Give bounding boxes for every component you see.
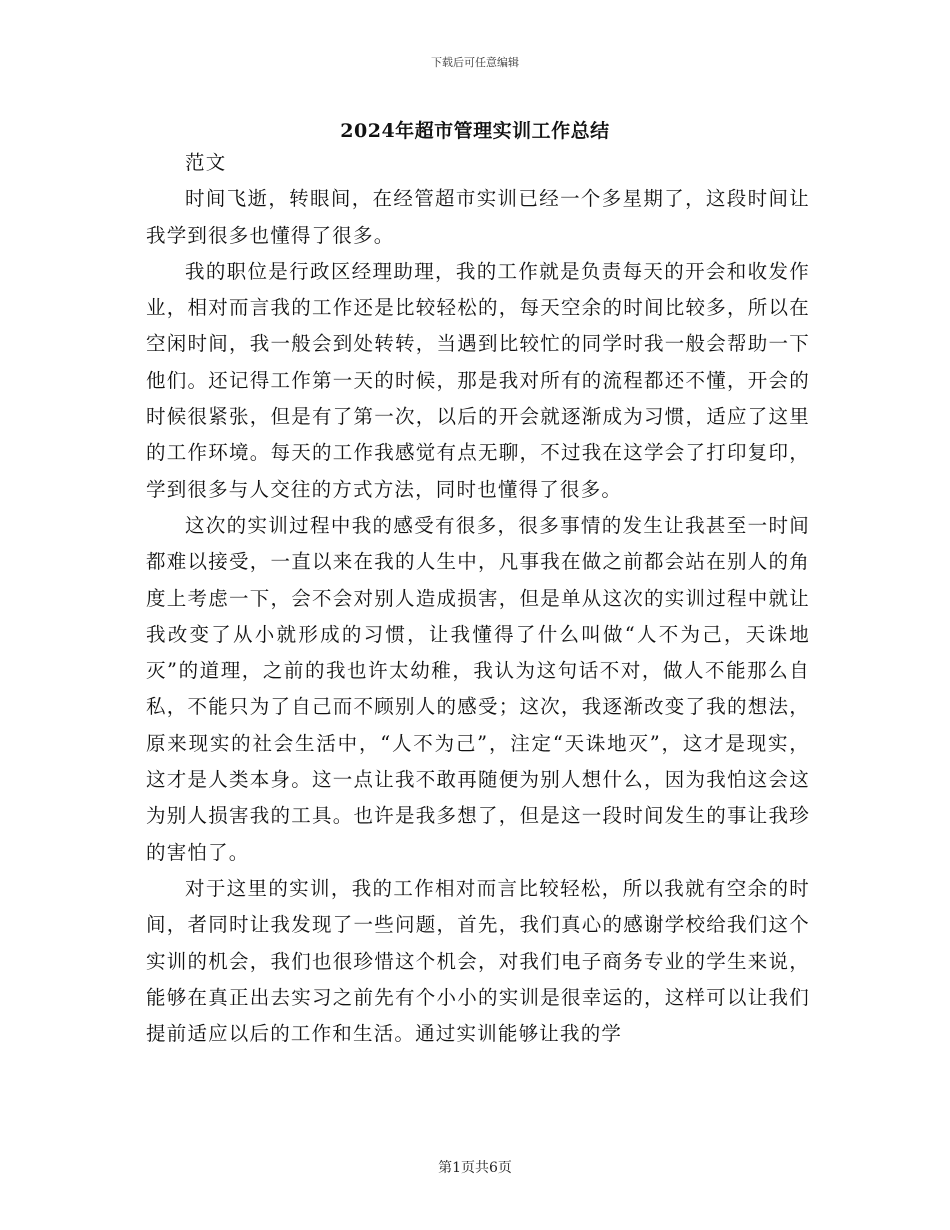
paragraph: 对于这里的实训，我的工作相对而言比较轻松，所以我就有空余的时间，者同时让我发现了一些问题，首先，我们真心的感谢学校给我们这个实训的机会，我们也很珍惜这个机会，对我们电子商务专业的学生来说，能够在真正出去实习之前先有个小小的实训是很幸运的，这样可以让我们提前适应以后的工作和生活。通过实训能够让我的学 xyxy=(146,876,810,1046)
paragraph-label: 范文 xyxy=(185,151,227,174)
header-note: 下载后可任意编辑 xyxy=(431,56,519,69)
document-title: 2024年超市管理实训工作总结 xyxy=(340,120,610,142)
page-footer: 第1页共6页 xyxy=(438,1160,512,1176)
paragraph: 这次的实训过程中我的感受有很多，很多事情的发生让我甚至一时间都难以接受，一直以来在我的人生中，凡事我在做之前都会站在别人的角度上考虑一下，会不会对别人造成损害，但是单从这次的实训过程中就让我改变了从小就形成的习惯，让我懂得了什么叫做“人不为己，天诛地灭”的道理，之前的我也许太幼稚，我认为这句话不对，做人不能那么自私，不能只为了自己而不顾别人的感受；这次，我逐渐改变了我的想法，原来现实的社会生活中，“人不为己”，注定“天诛地灭”，这才是现实，这才是人类本身。这一点让我不敢再随便为别人想什么，因为我怕这会这为别人损害我的工具。也许是我多想了，但是这一段时间发生的事让我珍的害怕了。 xyxy=(146,513,810,864)
body-text xyxy=(146,145,810,1052)
paragraph: 我的职位是行政区经理助理，我的工作就是负责每天的开会和收发作业，相对而言我的工作还是比较轻松的，每天空余的时间比较多，所以在空闲时间，我一般会到处转转，当遇到比较忙的同学时我一般会帮助一下他们。还记得工作第一天的时候，那是我对所有的流程都还不懂，开会的时候很紧张，但是有了第一次，以后的开会就逐渐成为习惯，适应了这里的工作环境。每天的工作我感觉有点无聊，不过我在这学会了打印复印，学到很多与人交往的方式方法，同时也懂得了很多。 xyxy=(146,259,810,501)
paragraph: 时间飞逝，转眼间，在经管超市实训已经一个多星期了，这段时间让我学到很多也懂得了很多。 xyxy=(146,187,810,247)
